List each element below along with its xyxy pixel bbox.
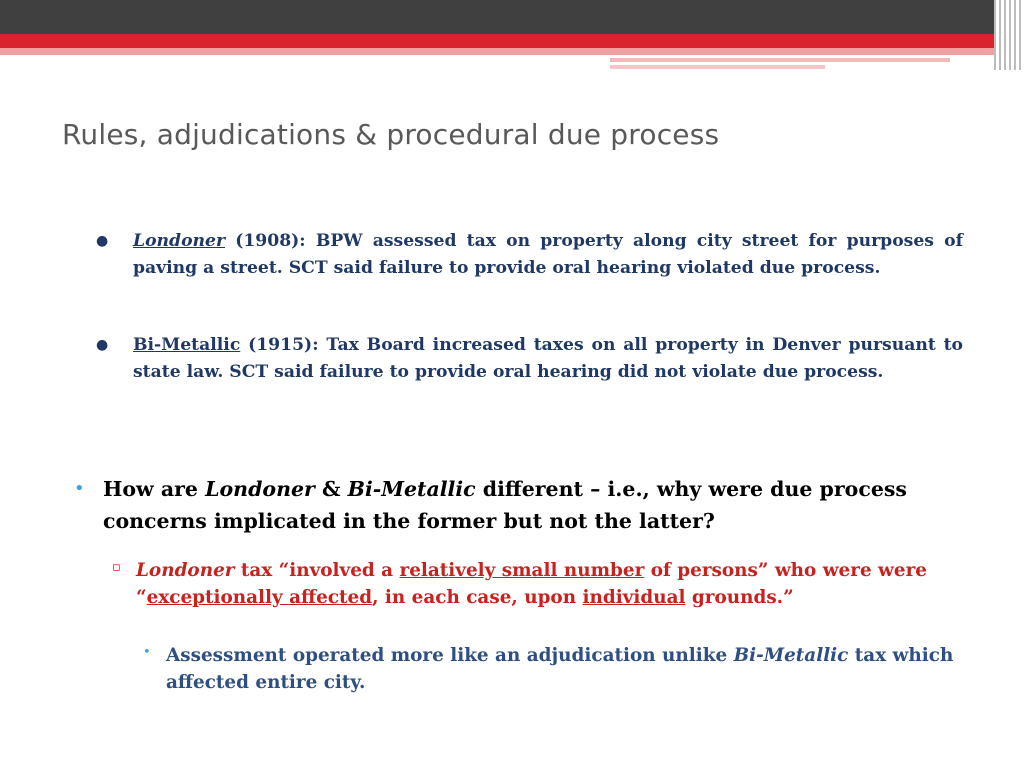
sub-bullet-marker: ▫ xyxy=(112,560,121,575)
bullet-text: (1915): Tax Board increased taxes on all property in Denver pursuant to state law. SCT said failure to provide oral hearing did not violate due process. xyxy=(133,335,963,382)
case-name-bi-metallic: Bi-Metallic xyxy=(133,335,241,355)
bullet-text: (1908): BPW assessed tax on property along city street for purposes of paving a street. SCT said failure to provide oral hearing violated due process. xyxy=(133,231,963,278)
text-run: , in each case, upon xyxy=(372,587,583,608)
slide-title: Rules, adjudications & procedural due process xyxy=(62,118,720,151)
bullet-londoner xyxy=(133,228,963,282)
header-dark-bar xyxy=(0,0,1024,34)
text-run: different – i.e., why were due process concerns implicated in the former but not the latter? xyxy=(103,477,907,533)
underline-run: individual xyxy=(582,587,686,608)
text-run: grounds.” xyxy=(685,587,794,608)
header-red-bar xyxy=(0,34,1024,48)
text-run: tax which affected entire city. xyxy=(166,645,954,693)
header-stripes xyxy=(994,0,1024,70)
case-name-londoner: Londoner xyxy=(133,231,226,251)
text-run: How are xyxy=(103,477,206,501)
sub-sub-bullet-assessment xyxy=(166,642,966,696)
bullet-bi-metallic xyxy=(133,332,963,386)
header-pink-line-2 xyxy=(610,65,825,69)
bullet-marker: ● xyxy=(96,233,109,249)
text-run: tax “involved a xyxy=(234,560,400,581)
italic-run: Londoner xyxy=(136,560,235,581)
question-text xyxy=(103,473,963,537)
underline-run: exceptionally affected xyxy=(146,587,373,608)
italic-run: Bi-Metallic xyxy=(347,477,476,501)
question-marker: • xyxy=(74,478,85,499)
text-run: & xyxy=(314,477,348,501)
text-run: of persons” who were were “ xyxy=(136,560,927,608)
text-run: Assessment operated more like an adjudication unlike xyxy=(166,645,734,666)
sub-sub-bullet-marker: • xyxy=(143,645,151,660)
italic-run: Londoner xyxy=(205,477,315,501)
italic-run: Bi-Metallic xyxy=(733,645,849,666)
bullet-marker: ● xyxy=(96,337,109,353)
header-pink-line-1 xyxy=(610,58,950,62)
sub-bullet-londoner-quote xyxy=(136,557,936,611)
underline-run: relatively small number xyxy=(399,560,645,581)
header-pink-bar xyxy=(0,48,1000,55)
